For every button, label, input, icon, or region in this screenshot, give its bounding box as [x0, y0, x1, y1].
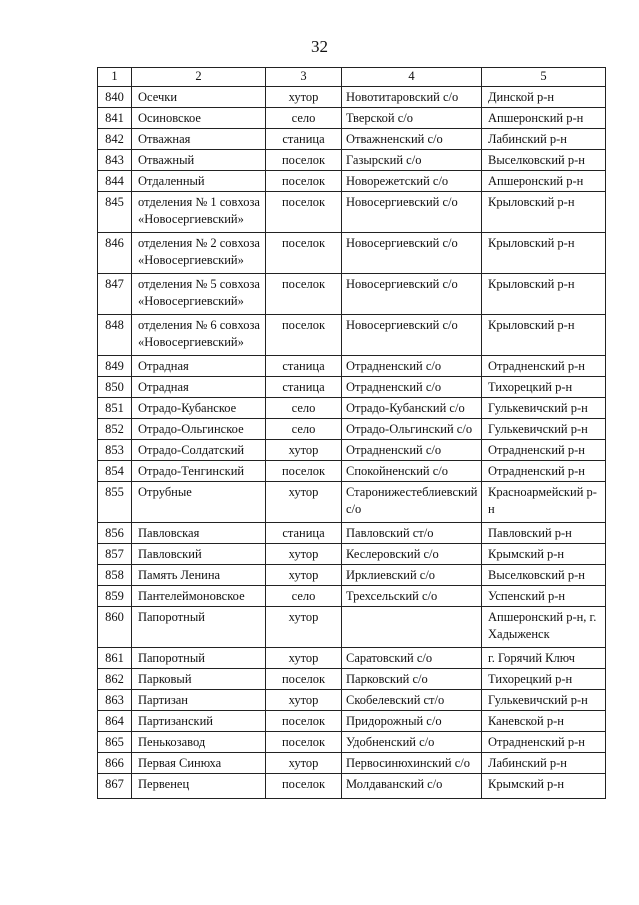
row-number: 841	[98, 108, 132, 129]
district-name: Отрадненский р-н	[482, 356, 606, 377]
settlement-type: поселок	[266, 233, 342, 274]
settlement-name: Отрубные	[132, 482, 266, 523]
settlement-name: Папоротный	[132, 648, 266, 669]
settlement-name: Осечки	[132, 87, 266, 108]
row-number: 865	[98, 732, 132, 753]
district-name: Гулькевичский р-н	[482, 690, 606, 711]
header-row	[98, 68, 606, 87]
row-number: 858	[98, 565, 132, 586]
row-number: 840	[98, 87, 132, 108]
settlement-name: Отрадо-Кубанское	[132, 398, 266, 419]
settlement-name: Павловская	[132, 523, 266, 544]
settlement-type: хутор	[266, 440, 342, 461]
header-col-2: 2	[132, 68, 266, 87]
district-name: Успенский р-н	[482, 586, 606, 607]
settlement-type: станица	[266, 356, 342, 377]
district-name: Тихорецкий р-н	[482, 377, 606, 398]
row-number: 864	[98, 711, 132, 732]
table-row	[98, 753, 606, 774]
row-number: 849	[98, 356, 132, 377]
district-name: Отрадненский р-н	[482, 440, 606, 461]
district-name: Каневской р-н	[482, 711, 606, 732]
council-name: Отрадненский с/о	[342, 377, 482, 398]
table-row	[98, 192, 606, 233]
council-name: Новосергиевский с/о	[342, 192, 482, 233]
table-row	[98, 461, 606, 482]
settlement-name: Пантелеймоновское	[132, 586, 266, 607]
settlement-type: поселок	[266, 171, 342, 192]
district-name: Динской р-н	[482, 87, 606, 108]
settlement-type: село	[266, 419, 342, 440]
district-name: Отрадненский р-н	[482, 461, 606, 482]
settlement-name: отделения № 5 совхоза «Новосергиевский»	[132, 274, 266, 315]
district-name: Крымский р-н	[482, 544, 606, 565]
district-name: Отрадненский р-н	[482, 732, 606, 753]
council-name	[342, 607, 482, 648]
district-name: Апшеронский р-н	[482, 171, 606, 192]
council-name: Кеслеровский с/о	[342, 544, 482, 565]
council-name: Новорежетский с/о	[342, 171, 482, 192]
district-name: Крыловский р-н	[482, 233, 606, 274]
district-name: Крыловский р-н	[482, 192, 606, 233]
settlement-type: хутор	[266, 607, 342, 648]
settlement-type: хутор	[266, 482, 342, 523]
settlement-type: хутор	[266, 87, 342, 108]
council-name: Газырский с/о	[342, 150, 482, 171]
row-number: 852	[98, 419, 132, 440]
council-name: Новосергиевский с/о	[342, 274, 482, 315]
settlement-name: Партизанский	[132, 711, 266, 732]
settlement-name: отделения № 1 совхоза «Новосергиевский»	[132, 192, 266, 233]
settlement-type: хутор	[266, 648, 342, 669]
table-row	[98, 419, 606, 440]
council-name: Спокойненский с/о	[342, 461, 482, 482]
table-row	[98, 565, 606, 586]
row-number: 860	[98, 607, 132, 648]
row-number: 861	[98, 648, 132, 669]
row-number: 844	[98, 171, 132, 192]
settlement-type: хутор	[266, 690, 342, 711]
council-name: Саратовский с/о	[342, 648, 482, 669]
settlement-type: поселок	[266, 711, 342, 732]
council-name: Отрадненский с/о	[342, 440, 482, 461]
settlement-type: станица	[266, 377, 342, 398]
table-row	[98, 440, 606, 461]
row-number: 866	[98, 753, 132, 774]
district-name: Лабинский р-н	[482, 129, 606, 150]
settlement-name: отделения № 6 совхоза «Новосергиевский»	[132, 315, 266, 356]
district-name: Крыловский р-н	[482, 315, 606, 356]
council-name: Павловский ст/о	[342, 523, 482, 544]
council-name: Удобненский с/о	[342, 732, 482, 753]
row-number: 842	[98, 129, 132, 150]
table-row	[98, 669, 606, 690]
district-name: Тихорецкий р-н	[482, 669, 606, 690]
row-number: 848	[98, 315, 132, 356]
settlements-table	[97, 67, 606, 799]
settlement-name: Память Ленина	[132, 565, 266, 586]
table-row	[98, 648, 606, 669]
row-number: 847	[98, 274, 132, 315]
settlement-type: поселок	[266, 774, 342, 799]
table-row	[98, 150, 606, 171]
row-number: 843	[98, 150, 132, 171]
settlement-name: Отдаленный	[132, 171, 266, 192]
row-number: 853	[98, 440, 132, 461]
settlement-name: Отрадо-Тенгинский	[132, 461, 266, 482]
settlement-type: хутор	[266, 565, 342, 586]
district-name: Крымский р-н	[482, 774, 606, 799]
header-col-5: 5	[482, 68, 606, 87]
table-row	[98, 233, 606, 274]
table-row	[98, 690, 606, 711]
row-number: 856	[98, 523, 132, 544]
council-name: Отрадо-Ольгинский с/о	[342, 419, 482, 440]
table-row	[98, 398, 606, 419]
table-row	[98, 544, 606, 565]
settlement-type: поселок	[266, 732, 342, 753]
table-row	[98, 274, 606, 315]
settlement-type: поселок	[266, 669, 342, 690]
settlement-name: Первая Синюха	[132, 753, 266, 774]
council-name: Новотитаровский с/о	[342, 87, 482, 108]
settlement-name: Отрадо-Ольгинское	[132, 419, 266, 440]
page-number: 32	[311, 37, 328, 56]
row-number: 845	[98, 192, 132, 233]
table-row	[98, 607, 606, 648]
settlement-type: поселок	[266, 192, 342, 233]
district-name: Выселковский р-н	[482, 565, 606, 586]
council-name: Отрадо-Кубанский с/о	[342, 398, 482, 419]
district-name: Красноармейский р-н	[482, 482, 606, 523]
settlement-type: хутор	[266, 544, 342, 565]
settlement-name: Павловский	[132, 544, 266, 565]
header-col-4: 4	[342, 68, 482, 87]
district-name: Апшеронский р-н, г. Хадыженск	[482, 607, 606, 648]
table-row	[98, 711, 606, 732]
settlement-type: хутор	[266, 753, 342, 774]
settlement-name: Отважная	[132, 129, 266, 150]
settlement-type: поселок	[266, 315, 342, 356]
council-name: Отважненский с/о	[342, 129, 482, 150]
settlement-type: село	[266, 398, 342, 419]
settlement-name: Пенькозавод	[132, 732, 266, 753]
settlement-name: Отрадо-Солдатский	[132, 440, 266, 461]
council-name: Молдаванский с/о	[342, 774, 482, 799]
district-name: Крыловский р-н	[482, 274, 606, 315]
row-number: 867	[98, 774, 132, 799]
settlement-type: село	[266, 586, 342, 607]
row-number: 850	[98, 377, 132, 398]
settlement-name: Отрадная	[132, 356, 266, 377]
table-row	[98, 356, 606, 377]
council-name: Трехсельский с/о	[342, 586, 482, 607]
settlement-type: поселок	[266, 150, 342, 171]
row-number: 846	[98, 233, 132, 274]
council-name: Придорожный с/о	[342, 711, 482, 732]
row-number: 855	[98, 482, 132, 523]
settlement-type: поселок	[266, 461, 342, 482]
settlement-name: Партизан	[132, 690, 266, 711]
district-name: Выселковский р-н	[482, 150, 606, 171]
settlement-type: село	[266, 108, 342, 129]
settlement-type: поселок	[266, 274, 342, 315]
header-col-3: 3	[266, 68, 342, 87]
settlement-name: отделения № 2 совхоза «Новосергиевский»	[132, 233, 266, 274]
council-name: Отрадненский с/о	[342, 356, 482, 377]
settlement-name: Отважный	[132, 150, 266, 171]
row-number: 851	[98, 398, 132, 419]
row-number: 862	[98, 669, 132, 690]
table-row	[98, 315, 606, 356]
table-row	[98, 108, 606, 129]
council-name: Новосергиевский с/о	[342, 233, 482, 274]
council-name: Новосергиевский с/о	[342, 315, 482, 356]
settlement-name: Осиновское	[132, 108, 266, 129]
table-row	[98, 482, 606, 523]
council-name: Тверской с/о	[342, 108, 482, 129]
district-name: г. Горячий Ключ	[482, 648, 606, 669]
council-name: Старонижестеблиевский с/о	[342, 482, 482, 523]
table-row	[98, 129, 606, 150]
settlement-type: станица	[266, 523, 342, 544]
settlement-name: Первенец	[132, 774, 266, 799]
table-row	[98, 377, 606, 398]
row-number: 857	[98, 544, 132, 565]
row-number: 859	[98, 586, 132, 607]
council-name: Ирклиевский с/о	[342, 565, 482, 586]
row-number: 854	[98, 461, 132, 482]
district-name: Лабинский р-н	[482, 753, 606, 774]
settlement-type: станица	[266, 129, 342, 150]
council-name: Первосинюхинский с/о	[342, 753, 482, 774]
district-name: Павловский р-н	[482, 523, 606, 544]
table-row	[98, 523, 606, 544]
table-row	[98, 87, 606, 108]
settlement-name: Отрадная	[132, 377, 266, 398]
district-name: Гулькевичский р-н	[482, 398, 606, 419]
district-name: Гулькевичский р-н	[482, 419, 606, 440]
table-row	[98, 586, 606, 607]
table-row	[98, 732, 606, 753]
district-name: Апшеронский р-н	[482, 108, 606, 129]
settlement-name: Папоротный	[132, 607, 266, 648]
council-name: Скобелевский ст/о	[342, 690, 482, 711]
council-name: Парковский с/о	[342, 669, 482, 690]
row-number: 863	[98, 690, 132, 711]
settlement-name: Парковый	[132, 669, 266, 690]
table-row	[98, 774, 606, 799]
table-row	[98, 171, 606, 192]
header-col-1: 1	[98, 68, 132, 87]
